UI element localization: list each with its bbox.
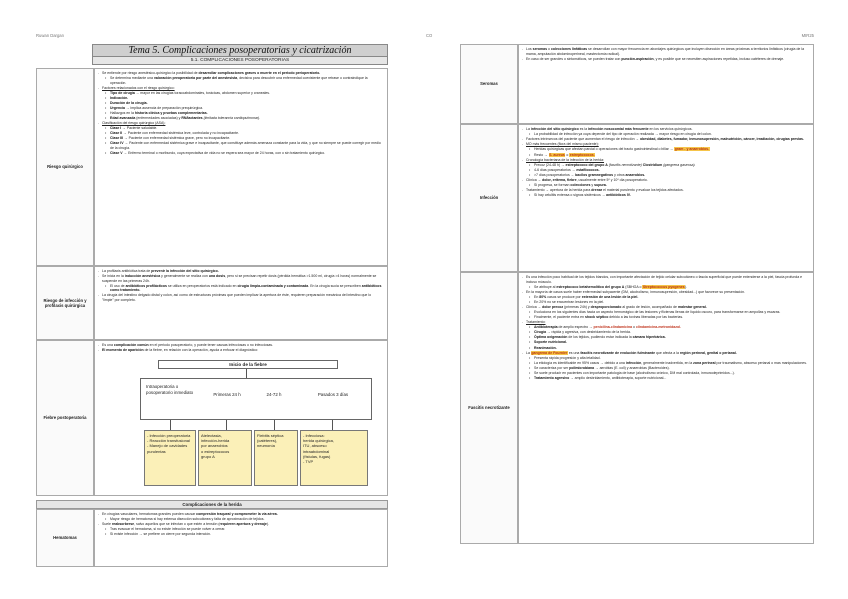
- list-item: • Precoz (24-48 h) → estreptococo del grupo A (fascitis necrotizante) Clostridium (gangrena gaseosa).: [523, 163, 809, 168]
- list-item: • Si hay celulitis extensa o signos sistémicos → antibióticos IV.: [523, 193, 809, 198]
- row-label-infeccion: Infección: [460, 124, 518, 272]
- list-item: • Heridas quirúrgicas que afectan parcial o operaciones del tracto gastrointestinal o biliar → gram - y anaerobios.: [523, 147, 809, 152]
- list-item: - Clínica → dolor, eritema, fiebre, usualmente entre 5º y 10º día posoperatorio.: [523, 178, 809, 183]
- list-item: - Clasificación del riesgo quirúrgico (ASA):: [99, 121, 383, 126]
- row-content-hematomas: [94, 509, 388, 567]
- list-item: • Si existe infección → se prefiere un cierre por segunda intención.: [99, 532, 383, 537]
- diagram-box-line: por anaerobios: [201, 443, 228, 449]
- diagram-col-24-72h: 24-72 h: [266, 392, 282, 397]
- header-page-number: CO: [426, 33, 433, 38]
- list-item: - Tratamiento → apertura de la herida para drenar el material purulento y evaluar los tejidos afectados.: [523, 188, 809, 193]
- list-item: - Factores intrínsecos del paciente que aumentan el riesgo de infección → obesidad, diabetes, fumador, inmunosupresión, malnutrición, cáncer, irradiación, cirugías previas.: [523, 137, 809, 142]
- diagram-box-line: (catéteres),: [257, 438, 278, 444]
- diagram-col-24h: Primeras 24 h: [213, 392, 241, 397]
- diagram-box-line: infección-herida: [201, 438, 230, 444]
- list-item: - Cronología bacteriana de la infección de la herida:: [523, 158, 809, 163]
- list-item: - La cirugía del intestino delgado distal y colon, así como de estructuras próximas que pueden implicar la apertura de éste, requieren preparación mecánica del intestino que lo "limpie" por completo.: [99, 293, 383, 302]
- diagram-box-line: - Manejo de cavidades purulentas: [147, 443, 188, 454]
- diagram-box-line: - Infecciosa:: [303, 433, 325, 438]
- list-item: • Clase III → Paciente con enfermedad sistémica grave, pero no incapacitante.: [99, 136, 383, 141]
- list-item: - La gangrena de Fournier es una fascitis necrotizante de evolución fulminante que afecta a la región perineal, genital o perianal.: [523, 351, 809, 356]
- diagram-box-3dias: [300, 430, 368, 486]
- list-item: • En 20% no se encuentran lesiones en la piel.: [523, 300, 809, 305]
- list-item: - El momento de aparición de la fiebre, en relación con la operación, ayuda a enfocar el diagnóstico:: [99, 348, 383, 353]
- diagram-col-intraop: Intraoperatoria o posoperatorio inmediato: [146, 384, 194, 395]
- diagram-box-line: (fístulas, fugas): [303, 453, 331, 459]
- list-item: • >7 días posoperatorios → bacilos gramnegativos y otros anaerobios.: [523, 173, 809, 178]
- list-item: - La profilaxis antibiótica trata de prevenir la infección del sitio quirúrgico.: [99, 269, 383, 274]
- list-item: - Suele reabsorberse, salvo aquellos que se infectan o que estén a tensión (requieren apertura y drenaje).: [99, 522, 383, 527]
- list-item: - La infección del sitio quirúrgico es la infección nosocomial más frecuente en los servicios quirúrgicos.: [523, 127, 809, 132]
- list-item: • Evoluciona en los siguientes días hacia un aspecto hemorrágico de las lesiones y flictenas llenas de líquido oscuro, para transformarse en ampollas y escaras.: [523, 310, 809, 315]
- list-item: • Duración de la cirugía.: [99, 101, 383, 106]
- header-course: MIR25: [801, 33, 814, 38]
- row-label-riesgo: Riesgo quirúrgico: [36, 68, 94, 266]
- list-item: • Clase I → Paciente saludable.: [99, 126, 383, 131]
- section-heading-herida: Complicaciones de la herida: [36, 500, 388, 509]
- list-item: - MO más frecuentes (flora del mismo paciente):: [523, 142, 809, 147]
- list-item: • Clase IV → Paciente con enfermedad sistémica grave e incapacitante, que constituye además amenaza constante para la vida, y que no siempre se puede corregir por medio de la cirugía.: [99, 141, 383, 150]
- section-subtitle: 5.1. COMPLICACIONES POSOPERATORIAS: [92, 57, 388, 65]
- diagram-box-line: - Infección preoperatoria: [147, 433, 191, 438]
- list-item: • Óptima oxigenación de los tejidos, pudiendo estar indicada la cámara hiperbárica.: [523, 335, 809, 340]
- list-item: • Tratamiento agresivo → amplio desbridamiento, antibioterapia, soporte nutricional...: [523, 376, 809, 381]
- list-item: • Presenta rápida progresión y alta letalidad.: [523, 356, 809, 361]
- list-item: • Tipo de cirugía → mayor en las cirugías toracoabdominales, torácicas, abdomen superior y craneales.: [99, 91, 383, 96]
- row-content-infeccion: [518, 124, 814, 272]
- list-item: - En caso de ser grandes o sintomáticos, se pueden tratar con punción-aspiración, y es posible que se necesiten aspiraciones repetidas, incluso catéteres de drenaje.: [523, 57, 809, 62]
- list-item: • Cirugía → rápida y agresiva, con desbridamiento de la herida.: [523, 330, 809, 335]
- list-item: - Es una complicación común en el periodo posoperatorio, y puede tener causas infecciosas o no infecciosas.: [99, 343, 383, 348]
- row-label-profilaxis: Riesgo de infección y profilaxis quirúrgica: [36, 266, 94, 340]
- diagram-box-line: grupo A: [201, 453, 215, 459]
- diagram-connector: [274, 420, 275, 430]
- diagram-box-line: Flebitis séptica: [257, 433, 284, 438]
- diagram-box-line: intraabdominal: [303, 448, 330, 454]
- diagram-box-line: - Reacción transfusional: [147, 438, 190, 444]
- diagram-box-line: o estreptococos: [201, 448, 230, 454]
- list-item: • Se suele producir en pacientes con importante patología de base (alcoholismo crónico, DM mal controlada, inmunodeprimidos...).: [523, 371, 809, 376]
- list-item: • El uso de antibióticos profilácticos se utiliza en preoperatorios está indicado en cirugía limpia-contaminada y contaminada. En la cirugía sucia se prescriben antibióticos como tratamiento.: [99, 284, 383, 293]
- row-label-fascitis: Fascitis necrotizante: [460, 272, 518, 544]
- list-item: - En cirugías vasculares, hematomas grandes pueden causar compresión traqueal y comprometer la vía aérea.: [99, 512, 383, 517]
- list-item: • Tras evacuar el hematoma, si no existe infección se puede volver a cerrar.: [99, 527, 383, 532]
- diagram-box-line: ITU, absceso: [303, 443, 327, 449]
- list-item: • Urgencia → implica ausencia de preparación prequirúrgica.: [99, 106, 383, 111]
- diagram-header: Inicio de la fiebre: [158, 360, 338, 369]
- list-item: • Se atribuye al estreptococo betahemolítico del grupo A (SBHGA o Streptococcus pyogenes).: [523, 285, 809, 290]
- list-item: • Se caracteriza por ser polimicrobiana → aerobias (E. coli) y anaerobias (Bacteroides).: [523, 366, 809, 371]
- diagram-box-intraop: [144, 430, 196, 486]
- diagram-box-line: - TVP: [303, 458, 314, 464]
- list-item: • Finalmente, el paciente entra en shock séptico debido a las toxinas liberadas por las bacterias.: [523, 315, 809, 320]
- diagram-box-line: Atelectasia,: [201, 433, 222, 438]
- row-label-hematomas: Hematomas: [36, 509, 94, 567]
- list-item: • Indicación.: [99, 96, 383, 101]
- page-title: Tema 5. Complicaciones posoperatorias y cicatrización: [92, 44, 388, 57]
- diagram-box-line: neumonía: [257, 443, 275, 449]
- row-content-seromas: [518, 44, 814, 124]
- row-label-fiebre: Fiebre postoperatoria: [36, 340, 94, 496]
- list-item: • Si progresa, se forman colecciones y supura.: [523, 183, 809, 188]
- list-item: • La probabilidad de infección ya cuya depende del tipo de operación realizada → mayor riesgo en cirugía del colon.: [523, 132, 809, 137]
- diagram-box-24-72h: [254, 430, 298, 486]
- row-content-fascitis: [518, 272, 814, 544]
- diagram-arrow: [246, 369, 247, 378]
- list-item: • En 80% casos se produce por extensión de una lesión de la piel.: [523, 295, 809, 300]
- list-item: • La etiología es identificable en 95% casos → debido a una infección, generalmente inadvertida, en la zona perineal por traumatismo, absceso perianal o mas manipulaciones.: [523, 361, 809, 366]
- list-item: • Resto → S. aureus o estreptococos.: [523, 153, 809, 158]
- diagram-box-24h: [198, 430, 252, 486]
- list-item: • Hallazgos en la historia clínica y pruebas complementarias.: [99, 111, 383, 116]
- list-item: - En la mayoría de casos suele haber enfermedad subyacente (DM, alcoholismo, inmunosupresión, obesidad...) que favorece su presentación.: [523, 290, 809, 295]
- list-item: • Mayor riesgo de hematoma si hay extensa disección subcutánea y falta de aproximación de tejidos.: [99, 517, 383, 522]
- list-item: - Factores relacionados con el riesgo quirúrgico:: [99, 86, 383, 91]
- list-item: • Se determina mediante una valoración preoperatoria por parte del anestesista, decisiva para descubrir una enfermedad coexistente que retrase o contraindique la operación.: [99, 76, 383, 85]
- list-item: • Reanimación.: [523, 346, 809, 351]
- header-author: Ruwan Dargan: [36, 33, 64, 38]
- diagram-col-3dias: Pasados 3 días: [317, 392, 349, 397]
- row-content-riesgo: [94, 68, 388, 266]
- right-page: [424, 0, 848, 599]
- diagram-connector: [170, 420, 171, 430]
- list-item: • Clase V → Enfermo terminal o moribundo, cuya expectativa de vida no se espera sea mayor de 24 horas, con o sin tratamiento quirúrgico.: [99, 151, 383, 156]
- list-item: • Edad avanzada (enfermedades asociadas) y RN/lactantes (limitada tolerancia cardiopulmonar).: [99, 116, 383, 121]
- list-item: - Es una infección poco habitual de los tejidos blandos, con importante afectación de tejido celular subcutáneo o fascia superficial que puede extenderse a la piel, fascia profunda e incluso músculo.: [523, 275, 809, 284]
- list-item: - Tratamiento:: [523, 320, 809, 325]
- list-item: • Clase II → Paciente con enfermedad sistémica leve, controlada y no incapacitante.: [99, 131, 383, 136]
- diagram-connector: [332, 420, 333, 430]
- list-item: - Se inicia en la inducción anestésica y generalmente se realiza con una dosis, pero si se precisan repetir dosis (pérdida hemática >1.500 ml, cirugía >4 horas) normalmente se suspende en las primeras 24h.: [99, 274, 383, 283]
- diagram-connector: [226, 420, 227, 430]
- list-item: - Clínica → dolor precoz (primeras 24h) y desproporcionado al grado de lesión, acompañado de malestar general.: [523, 305, 809, 310]
- list-item: - Los seromas o colecciones linfáticas se desarrollan con mayor frecuencia en abordajes quirúrgicos que incluyen disección en áreas próximas a territorios linfáticos (cirugía de la mama, amputación abdominoperineal, mastectomía radical).: [523, 47, 809, 56]
- list-item: - Se entiende por riesgo anestésico-quirúrgico la posibilidad de desarrollar complicaciones graves o muerte en el periodo perioperatorio.: [99, 71, 383, 76]
- fever-diagram: [140, 360, 372, 490]
- list-item: • Antibioterapia de amplio espectro → penicilina-clindamicina o clindamicina-metronidazol.: [523, 325, 809, 330]
- diagram-box-line: herida quirúrgica,: [303, 438, 334, 444]
- row-label-seromas: Seromas: [460, 44, 518, 124]
- row-content-profilaxis: [94, 266, 388, 340]
- list-item: • Soporte nutricional.: [523, 340, 809, 345]
- list-item: • 4-6 días posoperatorios → estafilococos.: [523, 168, 809, 173]
